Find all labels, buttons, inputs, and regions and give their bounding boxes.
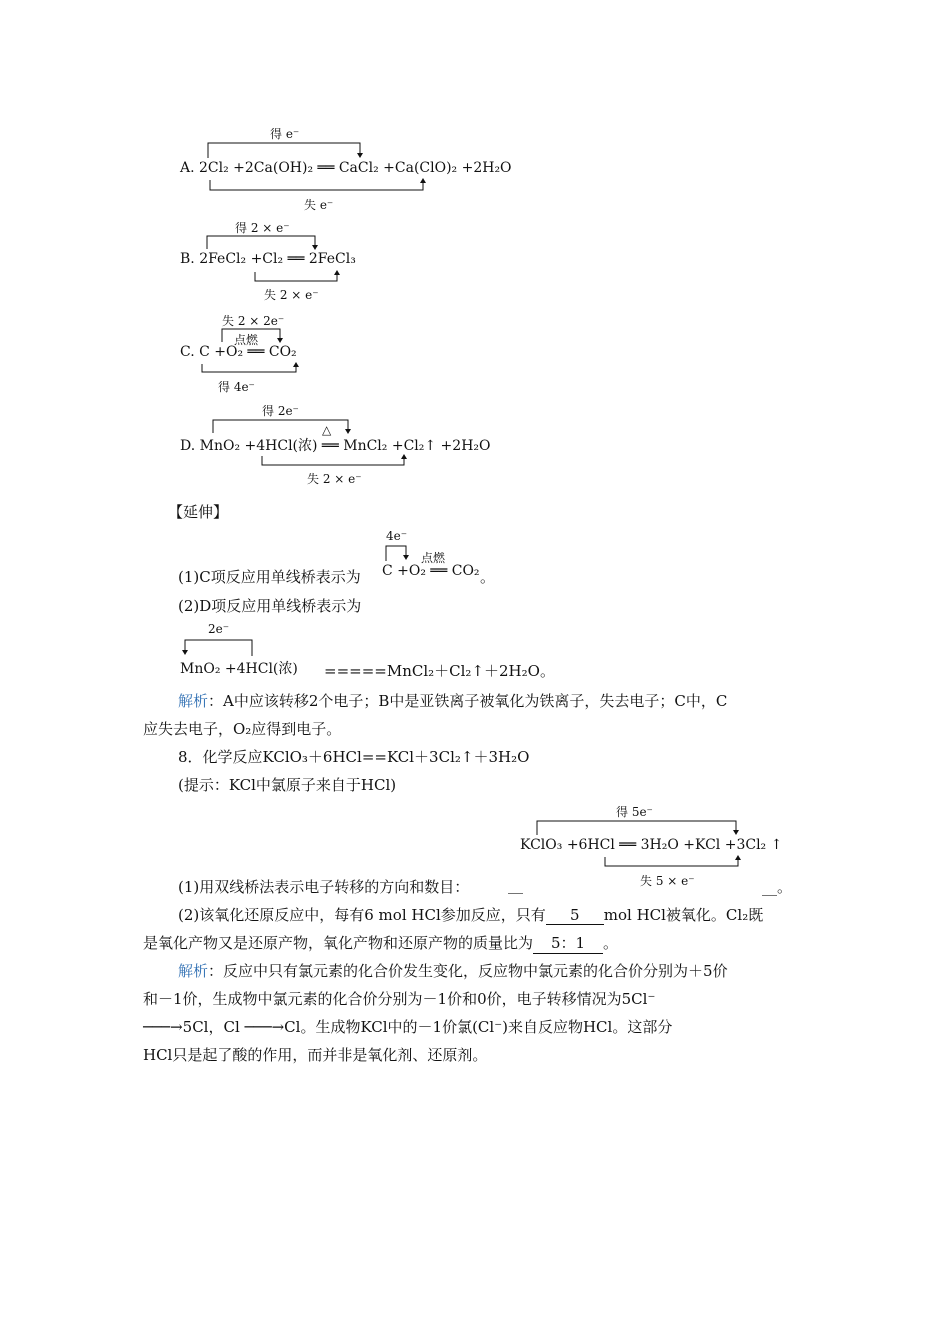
analysis2-line3: ───→5Cl，Cl ───→Cl。生成物KCl中的－1价氯(Cl⁻)来自反应物HCl。这部分 [143, 1018, 673, 1036]
question8-bridge-gain: 得 5e⁻ [616, 805, 653, 819]
extension-item2-equation-part1: MnO₂ +4HCl(浓) [180, 661, 298, 677]
option-b-gain-label: 得 2 × e⁻ [235, 221, 290, 235]
question8-q2-line2-b: 。 [603, 934, 619, 952]
extension-item1-text: (1)C项反应用单线桥表示为 [178, 568, 361, 586]
analysis2-label: 解析 [178, 962, 209, 980]
option-d-lose-label: 失 2 × e⁻ [307, 472, 362, 486]
option-c-gain-label: 得 4e⁻ [218, 380, 255, 394]
analysis2-line1: ：反应中只有氯元素的化合价发生变化，反应物中氯元素的化合价分别为＋5价 [208, 962, 728, 980]
analysis2-line4: HCl只是起了酸的作用，而并非是氧化剂、还原剂。 [143, 1046, 488, 1064]
question8-q1-blank-start: __ [508, 876, 523, 894]
question8-q2-line1-b: mol HCl被氧化。Cl₂既 [603, 906, 764, 924]
analysis2-line2: 和－1价，生成物中氯元素的化合价分别为－1价和0价，电子转移情况为5Cl⁻ [143, 990, 656, 1008]
question8-q1-text: (1)用双线桥法表示电子转移的方向和数目： [178, 878, 470, 896]
question8-q1-blank-end: __。 [762, 878, 793, 896]
extension-item1-end: 。 [480, 568, 496, 586]
option-a-gain-label: 得 e⁻ [270, 127, 300, 141]
question8-bridge-equation: KClO₃ +6HCl ══ 3H₂O +KCl +3Cl₂ ↑ [520, 837, 783, 853]
option-d-equation: D. MnO₂ +4HCl(浓) ══ MnCl₂ +Cl₂↑ +2H₂O [180, 438, 491, 454]
question8-q2-line2-a: 是氧化产物又是还原产物，氧化产物和还原产物的质量比为 [143, 934, 534, 952]
analysis1-line2: 应失去电子，O₂应得到电子。 [143, 720, 342, 738]
option-b-lose-label: 失 2 × e⁻ [264, 288, 319, 302]
option-d-gain-label: 得 2e⁻ [262, 404, 299, 418]
option-c-condition: 点燃 [234, 333, 259, 347]
option-b-equation: B. 2FeCl₂ +Cl₂ ══ 2FeCl₃ [180, 251, 356, 267]
option-d-condition: △ [322, 423, 332, 437]
extension-item2-equation-part2: =====MnCl₂＋Cl₂↑＋2H₂O。 [324, 662, 555, 680]
question8-hint: (提示：KCl中氯原子来自于HCl) [178, 776, 397, 794]
extension-item1-equation: C +O₂ ══ CO₂ [382, 563, 480, 579]
question8-q2-answer1: 5 [546, 906, 604, 925]
extension-item1-electrons: 4e⁻ [386, 529, 408, 543]
question8-title: 8．化学反应KClO₃＋6HCl==KCl＋3Cl₂↑＋3H₂O [178, 748, 530, 766]
option-a-equation: A. 2Cl₂ +2Ca(OH)₂ ══ CaCl₂ +Ca(ClO)₂ +2H₂O [180, 160, 512, 176]
option-c-lose-label: 失 2 × 2e⁻ [222, 314, 285, 328]
option-a-lose-label: 失 e⁻ [304, 198, 334, 212]
question8-q2-answer2: 5：1 [533, 932, 603, 954]
option-c-equation: C. C +O₂ ══ CO₂ [180, 344, 297, 360]
extension-item1-condition: 点燃 [421, 551, 446, 565]
extension-heading: 【延伸】 [168, 503, 229, 521]
extension-item2-electrons: 2e⁻ [208, 622, 230, 636]
analysis1-label: 解析 [178, 692, 209, 710]
extension-item2-text: (2)D项反应用单线桥表示为 [178, 597, 362, 615]
question8-bridge-lose: 失 5 × e⁻ [640, 874, 695, 888]
question8-q2-line1-a: (2)该氧化还原反应中，每有6 mol HCl参加反应，只有 [178, 906, 546, 924]
analysis1-line1: ：A中应该转移2个电子；B中是亚铁离子被氧化为铁离子，失去电子；C中，C [208, 692, 728, 710]
